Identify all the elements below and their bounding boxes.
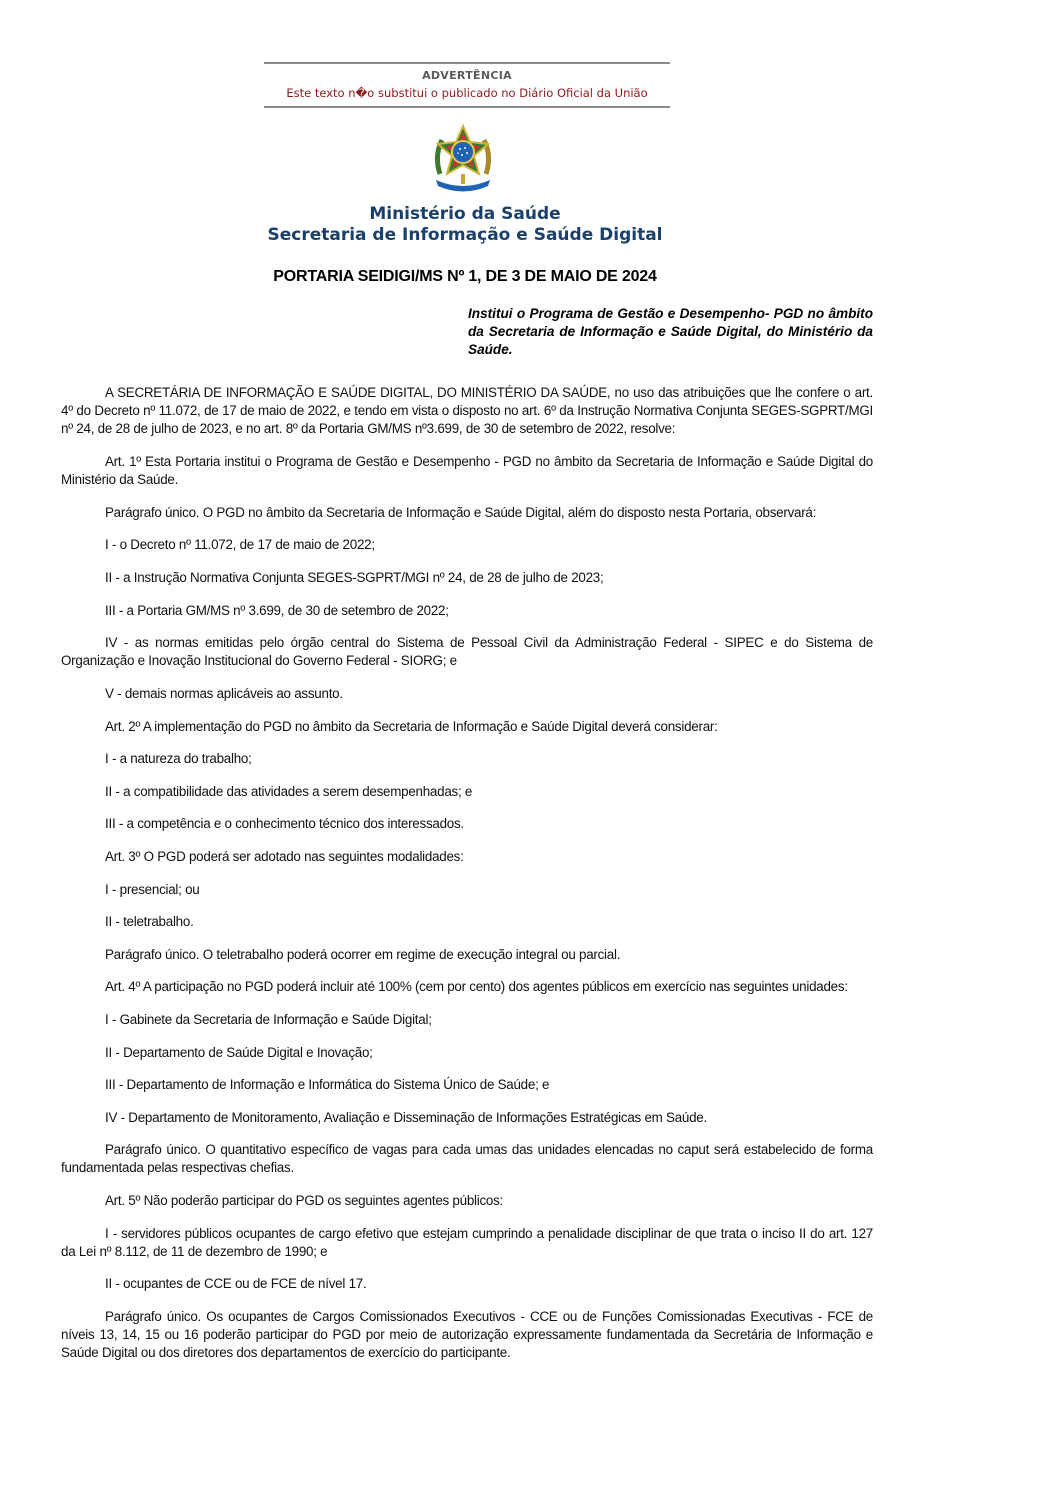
article-paragraph: II - a compatibilidade das atividades a serem desempenhadas; e: [105, 783, 473, 799]
article-paragraph: III - a Portaria GM/MS nº 3.699, de 30 de setembro de 2022;: [105, 602, 449, 618]
article-paragraph: III - a competência e o conhecimento técnico dos interessados.: [105, 816, 464, 832]
article-paragraph: I - a natureza do trabalho;: [105, 751, 252, 767]
article-paragraph: I - Gabinete da Secretaria de Informação e Saúde Digital;: [105, 1011, 432, 1027]
article-paragraph: Parágrafo único. O teletrabalho poderá ocorrer em regime de execução integral ou parcial.: [105, 946, 621, 962]
article-paragraph: Art. 1º Esta Portaria institui o Programa de Gestão e Desempenho - PGD no âmbito da Secretaria de Informação e Saúde Digital do Ministério da Saúde.: [61, 454, 873, 488]
article-paragraph: IV - Departamento de Monitoramento, Avaliação e Disseminação de Informações Estratégicas em Saúde.: [105, 1109, 707, 1125]
brazil-coat-of-arms-icon: [430, 122, 496, 192]
article-paragraph: III - Departamento de Informação e Informática do Sistema Único de Saúde; e: [105, 1077, 550, 1093]
secretariat-name: Secretaria de Informação e Saúde Digital: [267, 225, 663, 245]
article-paragraph: I - o Decreto nº 11.072, de 17 de maio de 2022;: [105, 537, 375, 553]
article-paragraph: I - servidores públicos ocupantes de cargo efetivo que estejam cumprindo a penalidade disciplinar de que trata o inciso II do art. 127 da Lei nº 8.112, de 11 de dezembro de 1990; e: [61, 1225, 873, 1259]
article-paragraph: I - presencial; ou: [105, 881, 200, 897]
document-body: [61, 384, 873, 1377]
article-paragraph: Art. 3º O PGD poderá ser adotado nas seguintes modalidades:: [105, 848, 464, 864]
article-paragraph: II - teletrabalho.: [105, 914, 194, 930]
article-paragraph: Parágrafo único. O PGD no âmbito da Secretaria de Informação e Saúde Digital, além do disposto nesta Portaria, observará:: [105, 504, 817, 520]
warning-box: [264, 62, 670, 108]
article-paragraph: Art. 5º Não poderão participar do PGD os seguintes agentes públicos:: [105, 1193, 504, 1209]
article-paragraph: II - a Instrução Normativa Conjunta SEGES-SGPRT/MGI nº 24, de 28 de julho de 2023;: [105, 569, 604, 585]
article-paragraph: IV - as normas emitidas pelo órgão central do Sistema de Pessoal Civil da Administração Federal - SIPEC e do Sistema de Organização e Inovação Institucional do Governo Federal - SIORG; e: [61, 635, 873, 669]
article-paragraph: Parágrafo único. Os ocupantes de Cargos Comissionados Executivos - CCE ou de Funções Comissionadas Executivas - FCE de níveis 13, 14, 15 ou 16 poderão participar do PGD por meio de autorização expressamente fundamentada da Secretária de Informação e Saúde Digital ou dos diretores dos departamentos de exercício do participante.: [61, 1309, 873, 1361]
article-paragraph: Art. 2º A implementação do PGD no âmbito da Secretaria de Informação e Saúde Digital deverá considerar:: [105, 718, 718, 734]
article-paragraph: V - demais normas aplicáveis ao assunto.: [105, 685, 343, 701]
article-paragraph: Art. 4º A participação no PGD poderá incluir até 100% (cem por cento) dos agentes públicos em exercício nas seguintes unidades:: [105, 979, 848, 995]
organization-header: [200, 204, 730, 246]
ministry-name: Ministério da Saúde: [369, 204, 561, 224]
warning-bottom-divider: [264, 106, 670, 108]
article-paragraph: II - ocupantes de CCE ou de FCE de nível 17.: [105, 1276, 367, 1292]
preamble-paragraph: A SECRETÁRIA DE INFORMAÇÃO E SAÚDE DIGITAL, DO MINISTÉRIO DA SAÚDE, no uso das atribuições que lhe confere o art. 4º do Decreto nº 11.072, de 17 de maio de 2022, e tendo em vista o disposto no art. 6º da Instrução Normativa Conjunta SEGES-SGPRT/MGI nº 24, de 28 de julho de 2023, e no art. 8º da Portaria GM/MS nº3.699, de 30 de setembro de 2022, resolve:: [61, 385, 873, 437]
document-title: PORTARIA SEIDIGI/MS Nº 1, DE 3 DE MAIO DE 2024: [273, 268, 657, 285]
warning-top-divider: [264, 62, 670, 64]
warning-title: ADVERTÊNCIA: [422, 69, 512, 82]
article-paragraph: Parágrafo único. O quantitativo específico de vagas para cada umas das unidades elencadas no caput será estabelecido de forma fundamentada pelas respectivas chefias.: [61, 1142, 873, 1176]
warning-message: Este texto n�o substitui o publicado no Diário Oficial da União: [286, 86, 648, 100]
document-ementa: Institui o Programa de Gestão e Desempenho- PGD no âmbito da Secretaria de Informação e Saúde Digital, do Ministério da Saúde.: [468, 306, 873, 357]
article-paragraph: II - Departamento de Saúde Digital e Inovação;: [105, 1044, 373, 1060]
